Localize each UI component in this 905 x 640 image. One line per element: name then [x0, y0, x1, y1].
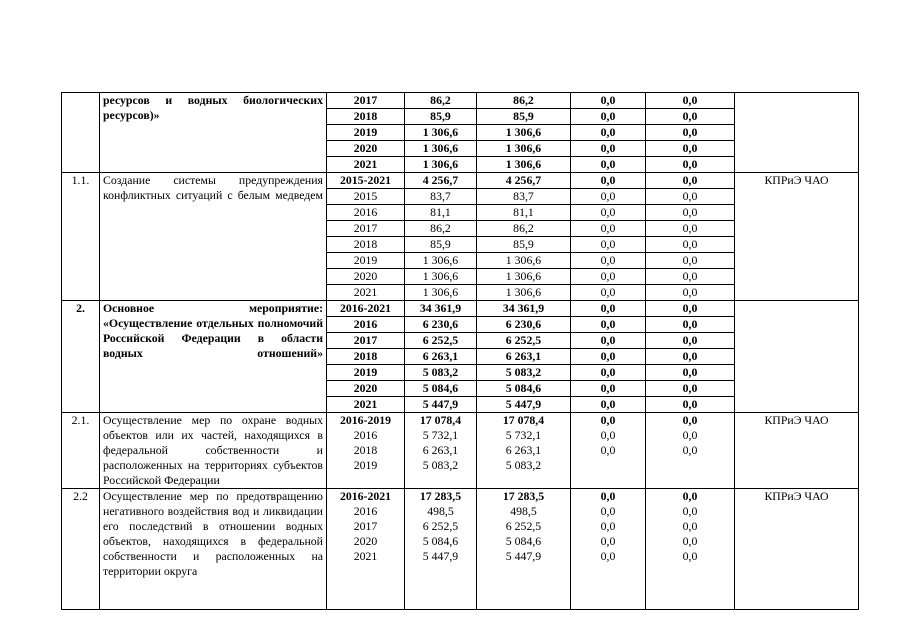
cell-c4: 0,0 — [646, 365, 735, 381]
cell-year: 2020 — [327, 141, 405, 157]
cell-total: 1 306,6 — [405, 269, 477, 285]
cell-line: 2016-2021 — [339, 489, 392, 503]
cell-ch: 1 306,6 — [477, 125, 571, 141]
cell-c3: 0,0 — [571, 125, 646, 141]
cell-c3: 0,0 — [571, 173, 646, 189]
cell-year: 2015 — [327, 189, 405, 205]
item-description: Создание системы предупреждения конфликтных ситуаций с белым медведем — [100, 173, 327, 301]
cell-total: 1 306,6 — [405, 157, 477, 173]
table-row — [62, 489, 859, 610]
cell-year: 2019 — [327, 125, 405, 141]
cell-ch: 86,2 — [477, 221, 571, 237]
cell-line: 2020 — [353, 534, 378, 548]
cell-stack-c4 — [646, 489, 735, 610]
cell-ch: 86,2 — [477, 93, 571, 109]
cell-year: 2021 — [327, 285, 405, 301]
cell-c4: 0,0 — [646, 349, 735, 365]
document-page — [61, 92, 859, 610]
cell-stack-c3 — [571, 413, 646, 489]
cell-year: 2018 — [327, 109, 405, 125]
cell-total: 85,9 — [405, 109, 477, 125]
responsible-executor: КПРиЭ ЧАО — [735, 173, 859, 301]
responsible-executor: КПРиЭ ЧАО — [735, 489, 859, 610]
cell-line: 6 252,5 — [505, 519, 542, 533]
cell-line: 5 084,6 — [505, 534, 542, 548]
cell-ch: 6 252,5 — [477, 333, 571, 349]
cell-c3: 0,0 — [571, 269, 646, 285]
cell-line: 0,0 — [682, 549, 698, 563]
cell-line: 6 252,5 — [422, 519, 459, 533]
cell-c3: 0,0 — [571, 397, 646, 413]
cell-stack-c4 — [646, 413, 735, 489]
cell-c3: 0,0 — [571, 333, 646, 349]
responsible-executor — [735, 93, 859, 173]
cell-line: 0,0 — [682, 443, 698, 457]
cell-ch: 1 306,6 — [477, 141, 571, 157]
item-description: Осуществление мер по предотвращению негативного воздействия вод и ликвидации его последствий в отношении водных объектов, находящихся в федеральной собственности и расположенных на территории округа — [100, 489, 327, 610]
cell-year: 2017 — [327, 93, 405, 109]
cell-c3: 0,0 — [571, 141, 646, 157]
cell-total: 1 306,6 — [405, 125, 477, 141]
cell-stack-year — [327, 413, 405, 489]
cell-ch: 81,1 — [477, 205, 571, 221]
cell-c4: 0,0 — [646, 173, 735, 189]
cell-c4: 0,0 — [646, 157, 735, 173]
cell-ch: 5 084,6 — [477, 381, 571, 397]
cell-ch: 85,9 — [477, 237, 571, 253]
cell-stack-ch — [477, 413, 571, 489]
cell-c4: 0,0 — [646, 93, 735, 109]
item-code — [62, 93, 100, 173]
cell-c3: 0,0 — [571, 109, 646, 125]
cell-c3: 0,0 — [571, 365, 646, 381]
cell-line: 5 447,9 — [505, 549, 542, 563]
cell-c3: 0,0 — [571, 317, 646, 333]
cell-total: 5 084,6 — [405, 381, 477, 397]
cell-line: 0,0 — [600, 519, 616, 533]
cell-year: 2017 — [327, 333, 405, 349]
item-description: Основное мероприятие: «Осуществление отдельных полномочий Российской Федерации в области водных отношений» — [100, 301, 327, 413]
cell-total: 5 083,2 — [405, 365, 477, 381]
cell-c4: 0,0 — [646, 301, 735, 317]
cell-total: 85,9 — [405, 237, 477, 253]
cell-total: 81,1 — [405, 205, 477, 221]
cell-total: 1 306,6 — [405, 285, 477, 301]
responsible-executor — [735, 301, 859, 413]
cell-c4: 0,0 — [646, 333, 735, 349]
cell-year: 2016 — [327, 205, 405, 221]
cell-c3: 0,0 — [571, 221, 646, 237]
table-row — [62, 93, 859, 109]
cell-c4: 0,0 — [646, 141, 735, 157]
cell-total: 86,2 — [405, 221, 477, 237]
cell-line: 17 078,4 — [502, 413, 545, 427]
cell-line: 498,5 — [510, 504, 537, 518]
cell-line: 2021 — [353, 549, 378, 563]
cell-c3: 0,0 — [571, 93, 646, 109]
table-row — [62, 173, 859, 189]
cell-c4: 0,0 — [646, 205, 735, 221]
cell-year: 2018 — [327, 237, 405, 253]
cell-line: 0,0 — [682, 413, 698, 427]
cell-c3: 0,0 — [571, 237, 646, 253]
cell-line: 2016 — [353, 504, 378, 518]
cell-line — [572, 458, 644, 473]
cell-line: 17 078,4 — [419, 413, 462, 427]
cell-ch: 5 083,2 — [477, 365, 571, 381]
cell-line: 0,0 — [600, 443, 616, 457]
cell-line: 0,0 — [682, 428, 698, 442]
cell-year: 2016 — [327, 317, 405, 333]
cell-total: 86,2 — [405, 93, 477, 109]
cell-line: 6 263,1 — [422, 443, 459, 457]
cell-stack-year — [327, 489, 405, 610]
cell-year: 2019 — [327, 253, 405, 269]
cell-line: 2016 — [353, 428, 378, 442]
cell-year: 2020 — [327, 269, 405, 285]
cell-c3: 0,0 — [571, 349, 646, 365]
cell-total: 83,7 — [405, 189, 477, 205]
cell-ch: 83,7 — [477, 189, 571, 205]
cell-ch: 4 256,7 — [477, 173, 571, 189]
cell-year: 2021 — [327, 157, 405, 173]
cell-line: 0,0 — [600, 549, 616, 563]
cell-ch: 34 361,9 — [477, 301, 571, 317]
item-code: 2. — [62, 301, 100, 413]
item-code: 1.1. — [62, 173, 100, 301]
cell-c3: 0,0 — [571, 205, 646, 221]
cell-line: 0,0 — [600, 413, 616, 427]
cell-c3: 0,0 — [571, 301, 646, 317]
cell-line: 5 447,9 — [422, 549, 459, 563]
cell-year: 2017 — [327, 221, 405, 237]
table-row — [62, 301, 859, 317]
cell-total: 4 256,7 — [405, 173, 477, 189]
cell-ch: 5 447,9 — [477, 397, 571, 413]
cell-line: 0,0 — [682, 489, 698, 503]
cell-c3: 0,0 — [571, 285, 646, 301]
cell-line: 0,0 — [600, 489, 616, 503]
cell-c4: 0,0 — [646, 381, 735, 397]
cell-line: 5 732,1 — [422, 428, 459, 442]
cell-total: 6 263,1 — [405, 349, 477, 365]
cell-c4: 0,0 — [646, 269, 735, 285]
cell-line: 5 732,1 — [505, 428, 542, 442]
cell-year: 2016-2021 — [327, 301, 405, 317]
cell-line: 498,5 — [427, 504, 454, 518]
cell-stack-total — [405, 489, 477, 610]
cell-line — [647, 458, 733, 473]
cell-year: 2018 — [327, 349, 405, 365]
cell-line: 6 263,1 — [505, 443, 542, 457]
cell-ch: 6 263,1 — [477, 349, 571, 365]
cell-year: 2015-2021 — [327, 173, 405, 189]
cell-line: 0,0 — [600, 428, 616, 442]
cell-line: 17 283,5 — [502, 489, 545, 503]
cell-c4: 0,0 — [646, 109, 735, 125]
cell-line: 0,0 — [600, 504, 616, 518]
responsible-executor: КПРиЭ ЧАО — [735, 413, 859, 489]
cell-c4: 0,0 — [646, 397, 735, 413]
cell-line: 0,0 — [682, 519, 698, 533]
cell-c3: 0,0 — [571, 189, 646, 205]
cell-year: 2020 — [327, 381, 405, 397]
cell-total: 1 306,6 — [405, 141, 477, 157]
cell-line: 17 283,5 — [419, 489, 462, 503]
cell-line: 2016-2019 — [339, 413, 392, 427]
cell-total: 34 361,9 — [405, 301, 477, 317]
cell-total: 1 306,6 — [405, 253, 477, 269]
table-row — [62, 413, 859, 489]
cell-c3: 0,0 — [571, 157, 646, 173]
cell-stack-total — [405, 413, 477, 489]
item-code: 2.1. — [62, 413, 100, 489]
cell-ch: 85,9 — [477, 109, 571, 125]
cell-total: 6 252,5 — [405, 333, 477, 349]
cell-line: 5 083,2 — [505, 458, 542, 472]
cell-c4: 0,0 — [646, 221, 735, 237]
cell-ch: 1 306,6 — [477, 253, 571, 269]
cell-c3: 0,0 — [571, 253, 646, 269]
cell-stack-ch — [477, 489, 571, 610]
cell-ch: 1 306,6 — [477, 157, 571, 173]
cell-line: 0,0 — [682, 534, 698, 548]
budget-table — [61, 92, 859, 610]
item-description: ресурсов и водных биологических ресурсов)» — [100, 93, 327, 173]
cell-line: 0,0 — [682, 504, 698, 518]
cell-line: 2017 — [353, 519, 378, 533]
cell-year: 2021 — [327, 397, 405, 413]
cell-year: 2019 — [327, 365, 405, 381]
cell-ch: 1 306,6 — [477, 269, 571, 285]
cell-ch: 6 230,6 — [477, 317, 571, 333]
cell-c3: 0,0 — [571, 381, 646, 397]
cell-line: 5 084,6 — [422, 534, 459, 548]
cell-stack-c3 — [571, 489, 646, 610]
cell-c4: 0,0 — [646, 253, 735, 269]
cell-line: 2018 — [353, 443, 378, 457]
cell-line: 5 083,2 — [422, 458, 459, 472]
cell-line: 0,0 — [600, 534, 616, 548]
item-code: 2.2 — [62, 489, 100, 610]
cell-c4: 0,0 — [646, 317, 735, 333]
cell-c4: 0,0 — [646, 285, 735, 301]
item-description: Осуществление мер по охране водных объектов или их частей, находящихся в федеральной собственности и расположенных на территориях субъектов Российской Федерации — [100, 413, 327, 489]
cell-c4: 0,0 — [646, 189, 735, 205]
cell-total: 5 447,9 — [405, 397, 477, 413]
cell-c4: 0,0 — [646, 125, 735, 141]
cell-line: 2019 — [353, 458, 378, 472]
cell-c4: 0,0 — [646, 237, 735, 253]
cell-ch: 1 306,6 — [477, 285, 571, 301]
cell-total: 6 230,6 — [405, 317, 477, 333]
